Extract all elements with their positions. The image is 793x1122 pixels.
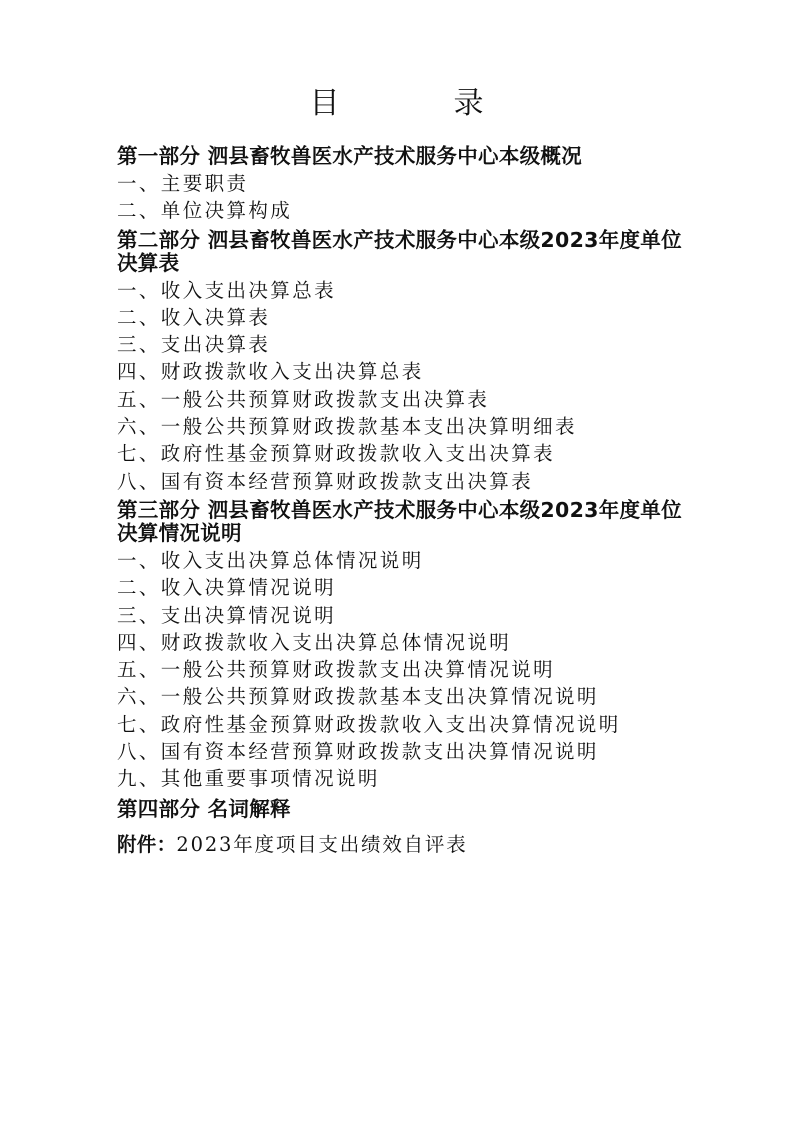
toc-item: 六、一般公共预算财政拨款基本支出决算明细表: [117, 415, 577, 439]
toc-item: 三、支出决算情况说明: [117, 603, 337, 627]
toc-item: 四、财政拨款收入支出决算总表: [117, 360, 424, 384]
toc-item: 八、国有资本经营预算财政拨款支出决算情况说明: [117, 740, 599, 764]
part-3-heading: 第三部分 泗县畜牧兽医水产技术服务中心本级2023年度单位决算情况说明: [117, 497, 682, 545]
toc-item: 八、国有资本经营预算财政拨款支出决算表: [117, 469, 534, 493]
toc-item: 四、财政拨款收入支出决算总体情况说明: [117, 630, 512, 654]
attachment-label: 附件：: [117, 832, 177, 856]
attachment-text: 2023年度项目支出绩效自评表: [176, 832, 468, 856]
table-of-contents: [117, 140, 687, 858]
part-4-heading: 第四部分 名词解释: [117, 796, 291, 821]
toc-item: 五、一般公共预算财政拨款支出决算表: [117, 387, 490, 411]
page-title: 目 录: [309, 86, 526, 121]
toc-item: 五、一般公共预算财政拨款支出决算情况说明: [117, 658, 556, 682]
toc-item: 二、单位决算构成: [117, 199, 293, 223]
toc-item: 二、收入决算表: [117, 305, 271, 329]
toc-item: 七、政府性基金预算财政拨款收入支出决算表: [117, 442, 556, 466]
toc-item: 二、收入决算情况说明: [117, 576, 337, 600]
toc-item: 一、收入支出决算总体情况说明: [117, 548, 424, 572]
toc-item: 一、主要职责: [117, 172, 249, 195]
attachment-line: [117, 831, 687, 858]
toc-item: 六、一般公共预算财政拨款基本支出决算情况说明: [117, 685, 599, 709]
part-2-heading: 第二部分 泗县畜牧兽医水产技术服务中心本级2023年度单位决算表: [117, 227, 682, 275]
toc-item: 一、收入支出决算总表: [117, 278, 337, 302]
toc-item: 七、政府性基金预算财政拨款收入支出决算情况说明: [117, 712, 621, 736]
toc-item: 九、其他重要事项情况说明: [117, 767, 380, 791]
toc-item: 三、支出决算表: [117, 333, 271, 357]
part-1-heading: 第一部分 泗县畜牧兽医水产技术服务中心本级概况: [117, 144, 583, 168]
